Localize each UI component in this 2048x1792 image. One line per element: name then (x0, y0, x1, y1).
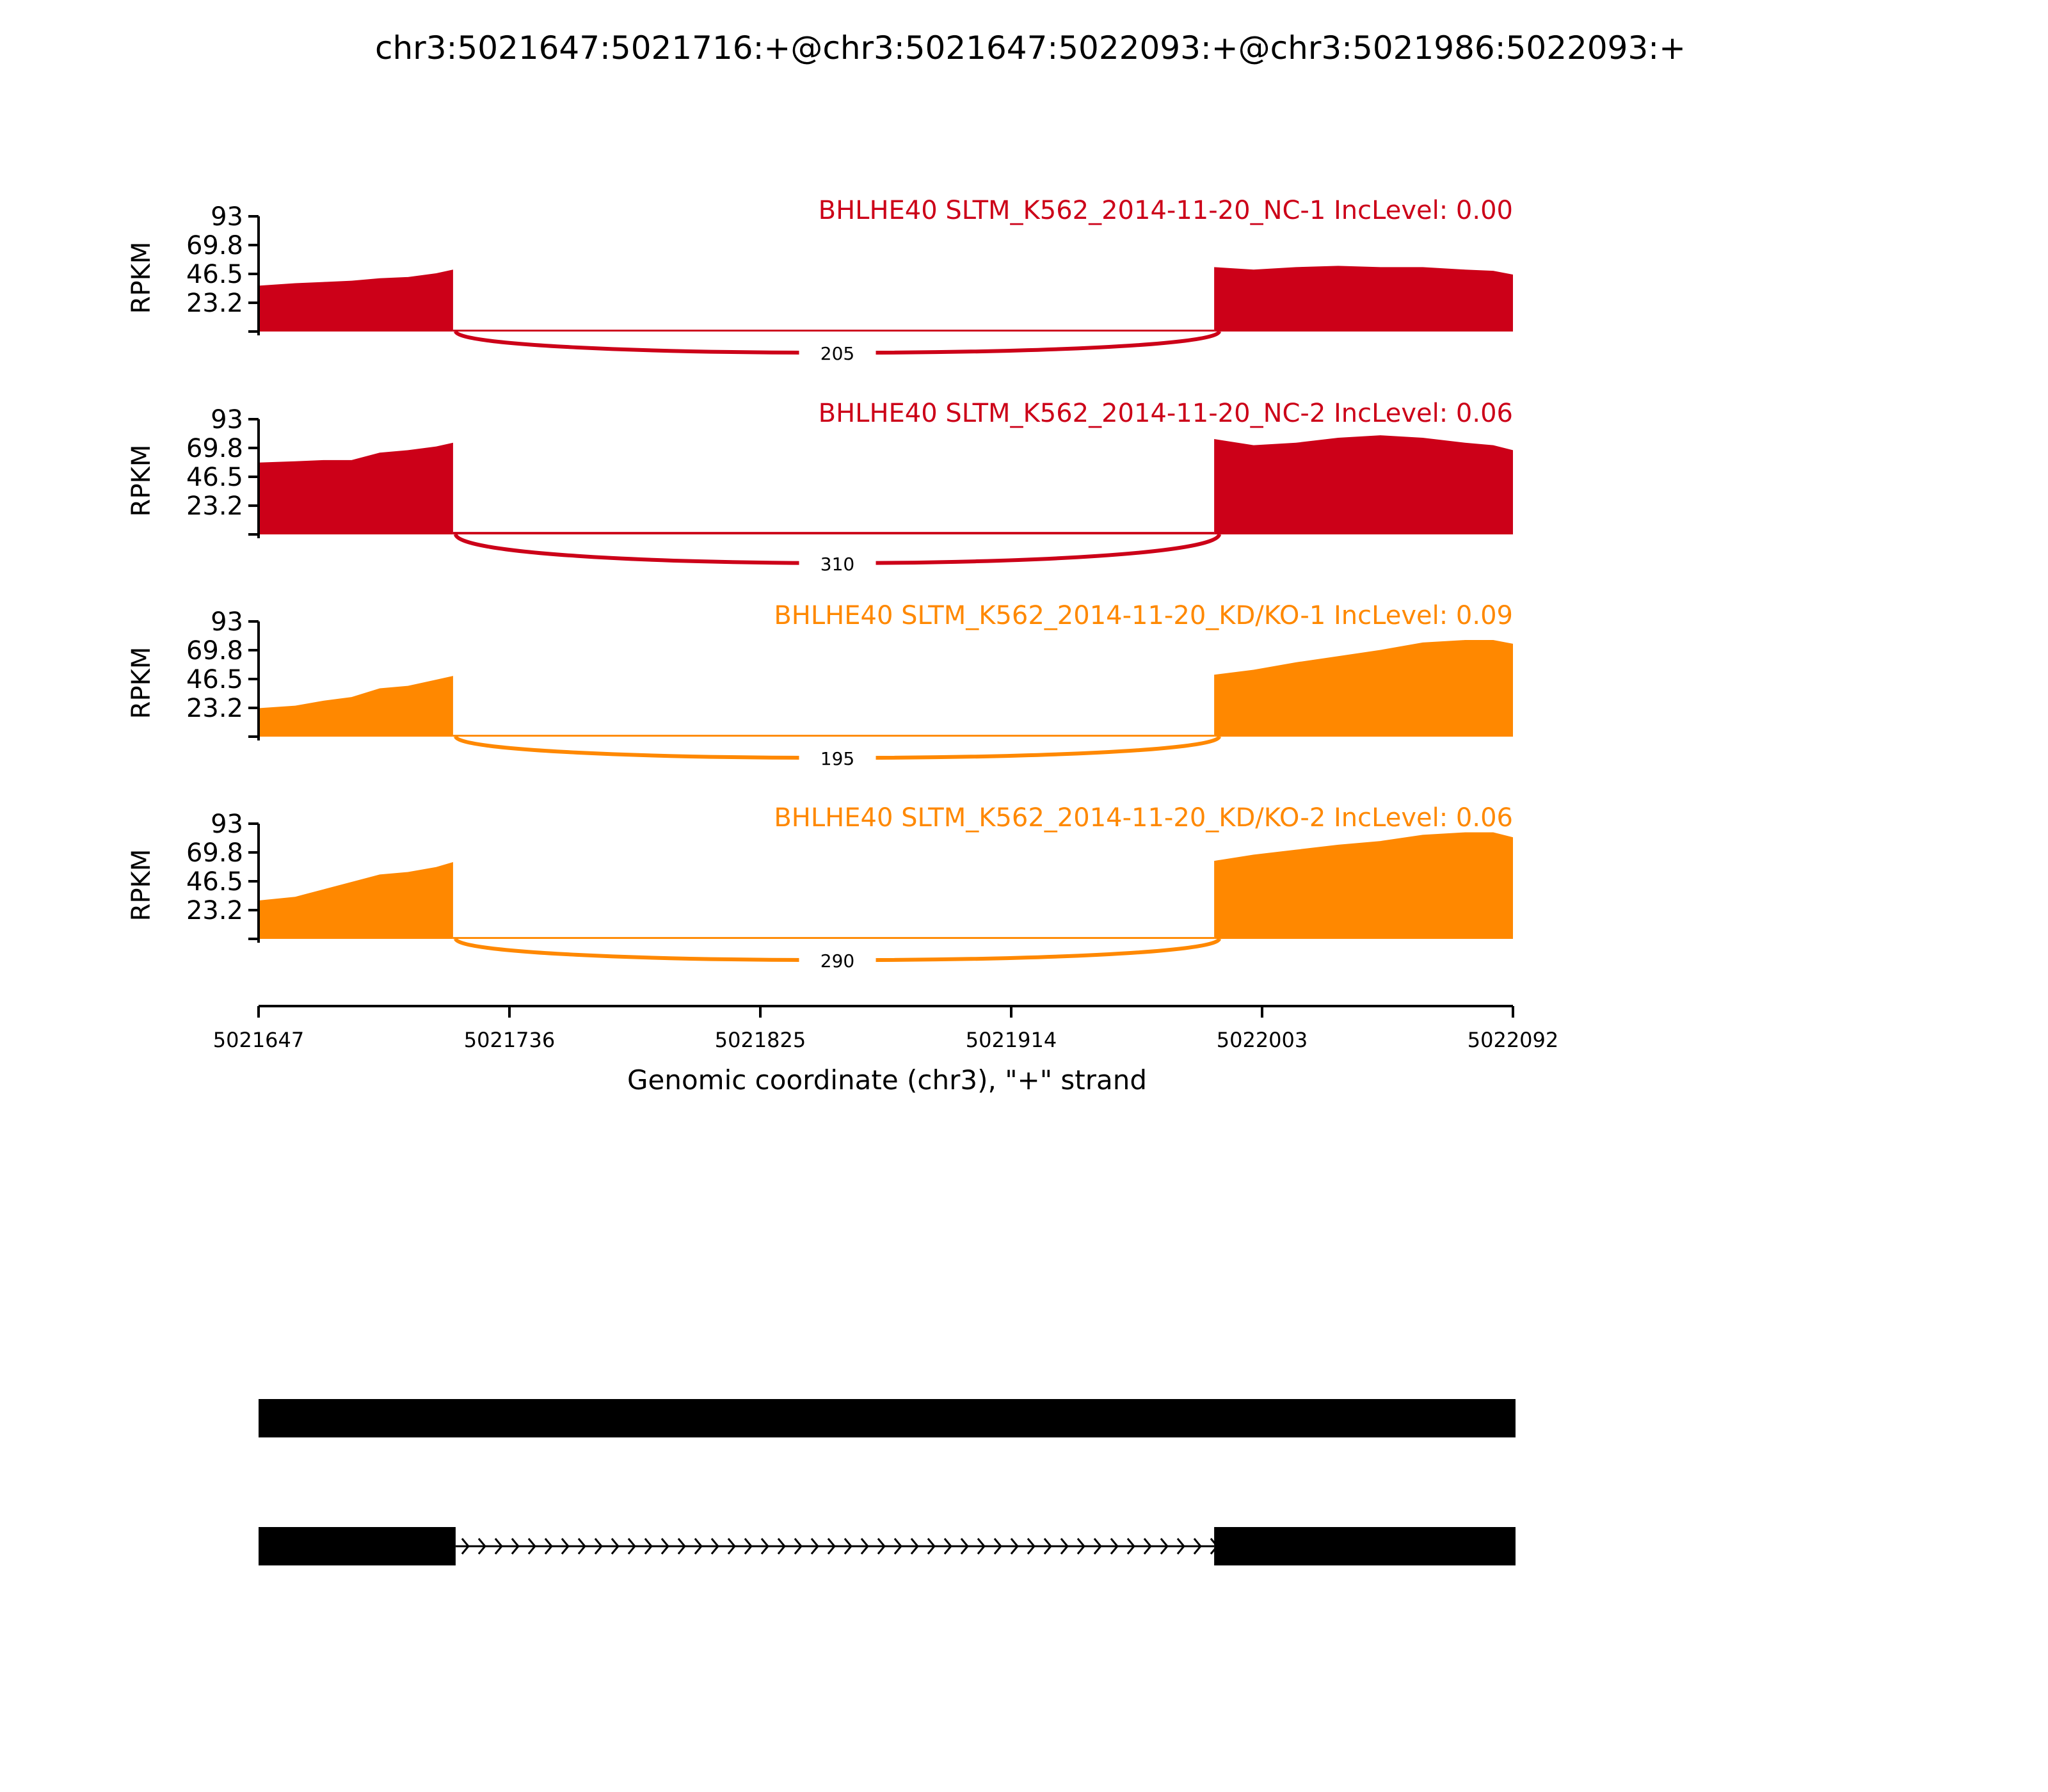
coverage-area-intron (453, 330, 1214, 332)
coverage-area-exon1 (259, 862, 453, 939)
gene-model-track (259, 1527, 1516, 1565)
x-tick-label: 5022092 (1467, 1028, 1559, 1052)
y-axis-label: RPKM (127, 241, 156, 314)
coverage-panel (127, 803, 1513, 972)
coverage-area-intron (453, 937, 1214, 939)
y-tick-label: 69.8 (186, 838, 243, 868)
exon-block (259, 1527, 456, 1565)
y-tick-label: 93 (211, 405, 243, 435)
y-tick-label: 93 (211, 607, 243, 637)
y-tick-label: 69.8 (186, 230, 243, 260)
y-tick-label: 69.8 (186, 433, 243, 463)
exon-block (1214, 1527, 1516, 1565)
gene-models (259, 1399, 1516, 1565)
coverage-area-exon2 (1214, 833, 1513, 939)
coverage-panel (127, 196, 1513, 365)
y-tick-label: 46.5 (186, 665, 243, 694)
exon-block (259, 1399, 1516, 1437)
y-tick-label: 23.2 (186, 694, 243, 724)
coverage-area-intron (453, 532, 1214, 534)
sample-label: BHLHE40 SLTM_K562_2014-11-20_NC-2 IncLevel: 0.06 (818, 399, 1513, 428)
coverage-area-exon1 (259, 269, 453, 332)
y-tick-label: 23.2 (186, 289, 243, 319)
y-tick-label: 46.5 (186, 867, 243, 897)
y-axis-label: RPKM (127, 849, 156, 922)
x-axis (213, 1006, 1559, 1052)
x-tick-label: 5021825 (714, 1028, 806, 1052)
y-axis-label: RPKM (127, 646, 156, 719)
junction-count-label: 290 (820, 950, 855, 972)
x-tick-label: 5021736 (463, 1028, 556, 1052)
coverage-area-exon2 (1214, 266, 1513, 332)
sample-label: BHLHE40 SLTM_K562_2014-11-20_KD/KO-1 IncLevel: 0.09 (774, 601, 1513, 630)
coverage-area-exon2 (1214, 640, 1513, 737)
gene-model-track (259, 1399, 1516, 1437)
x-tick-label: 5021914 (965, 1028, 1057, 1052)
sample-label: BHLHE40 SLTM_K562_2014-11-20_NC-1 IncLevel: 0.00 (818, 196, 1513, 225)
y-tick-label: 93 (211, 202, 243, 232)
y-axis-label: RPKM (127, 444, 156, 517)
junction-count-label: 205 (820, 343, 855, 364)
x-tick-label: 5021647 (212, 1028, 305, 1052)
x-axis-label: Genomic coordinate (chr3), "+" strand (627, 1064, 1148, 1096)
coverage-area-exon2 (1214, 435, 1513, 534)
y-tick-label: 23.2 (186, 492, 243, 522)
y-tick-label: 93 (211, 810, 243, 839)
y-tick-label: 46.5 (186, 260, 243, 289)
x-tick-label: 5022003 (1216, 1028, 1308, 1052)
y-tick-label: 23.2 (186, 896, 243, 926)
sample-label: BHLHE40 SLTM_K562_2014-11-20_KD/KO-2 IncLevel: 0.06 (774, 803, 1513, 833)
coverage-area-intron (453, 735, 1214, 737)
coverage-area-exon1 (259, 443, 453, 534)
junction-count-label: 195 (820, 748, 855, 769)
coverage-panel (127, 399, 1513, 575)
coverage-area-exon1 (259, 676, 453, 737)
figure-title: chr3:5021647:5021716:+@chr3:5021647:5022093:+@chr3:5021986:5022093:+ (374, 29, 1686, 67)
junction-count-label: 310 (820, 554, 855, 575)
coverage-panels (127, 196, 1513, 972)
y-tick-label: 46.5 (186, 463, 243, 492)
coverage-panel (127, 601, 1513, 770)
y-tick-label: 69.8 (186, 636, 243, 666)
